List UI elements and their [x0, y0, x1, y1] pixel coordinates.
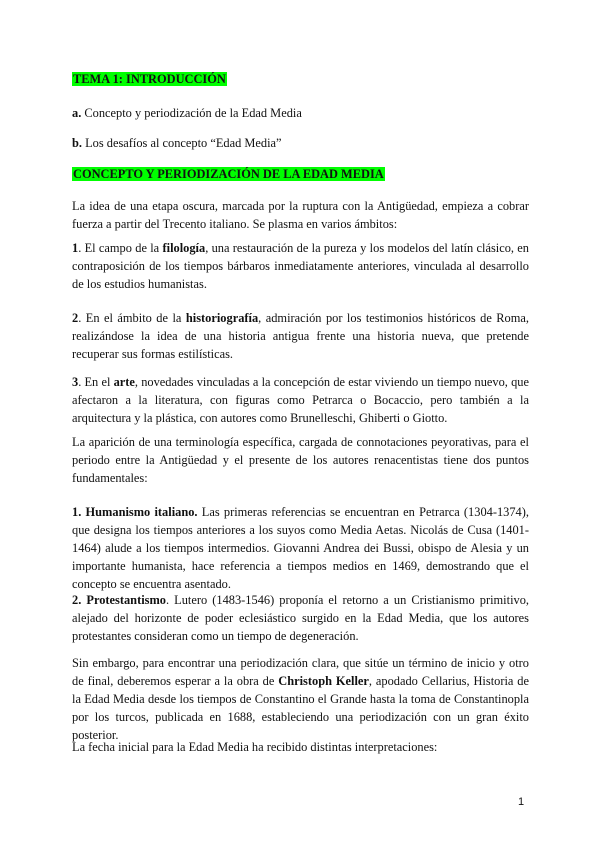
- paragraph-humanismo: 1. Humanismo italiano. Las primeras referencias se encuentran en Petrarca (1304-1374), que designa los tiempos anteriores a los suyos como Media Aetas. Nicolás de Cusa (1401-1464) alude a los tiempos intermedios. Giovanni Andrea dei Bussi, obispo de Alesia y un importante humanista, hace referencia a tiempos medios en 1469, demostrando que el concepto se encuentra asentado.: [72, 505, 529, 591]
- index-item-a: a. Concepto y periodización de la Edad Media: [72, 106, 302, 120]
- heading-concepto: CONCEPTO Y PERIODIZACIÓN DE LA EDAD MEDIA: [73, 167, 384, 181]
- heading-tema: TEMA 1: INTRODUCCIÓN: [73, 72, 226, 86]
- paragraph-terminologia: La aparición de una terminología específica, cargada de connotaciones peyorativas, para el periodo entre la Antigüedad y el presente de los autores renacentistas tiene dos puntos fundamentales:: [72, 435, 529, 485]
- paragraph-arte: 3. En el arte, novedades vinculadas a la concepción de estar viviendo un tiempo nuevo, que afectaron a la literatura, con figuras como Petrarca o Bocaccio, pero también a la arquitectura y la plástica, con autores como Brunelleschi, Ghiberti o Giotto.: [72, 375, 529, 425]
- paragraph-intro: La idea de una etapa oscura, marcada por la ruptura con la Antigüedad, empieza a cobrar fuerza a partir del Trecento italiano. Se plasma en varios ámbitos:: [72, 199, 529, 231]
- paragraph-keller: Sin embargo, para encontrar una periodización clara, que sitúe un término de inicio y otro de final, deberemos esperar a la obra de Christoph Keller, apodado Cellarius, Historia de la Edad Media desde los tiempos de Constantino el Grande hasta la toma de Constantinopla por los turcos, publicada en 1688, estableciendo una periodización con un gran éxito posterior.: [72, 656, 529, 742]
- paragraph-fecha: La fecha inicial para la Edad Media ha recibido distintas interpretaciones:: [72, 740, 438, 754]
- paragraph-protestantismo: 2. Protestantismo. Lutero (1483-1546) proponía el retorno a un Cristianismo primitivo, alejado del horizonte de poder eclesiástico surgido en la Edad Media, que los autores protestantes consideran como un tiempo de degeneración.: [72, 593, 529, 643]
- index-item-b: b. Los desafíos al concepto “Edad Media”: [72, 136, 282, 150]
- paragraph-filologia: 1. El campo de la filología, una restauración de la pureza y los modelos del latín clásico, en contraposición de los tiempos bárbaros inmediatamente anteriores, vinculada al desarrollo de los estudios humanistas.: [72, 241, 529, 291]
- paragraph-historiografia: 2. En el ámbito de la historiografía, admiración por los testimonios históricos de Roma, realizándose la idea de una historia antigua frente una historia nueva, que pretende recuperar sus formas estilísticas.: [72, 311, 529, 361]
- page-number: 1: [518, 796, 525, 808]
